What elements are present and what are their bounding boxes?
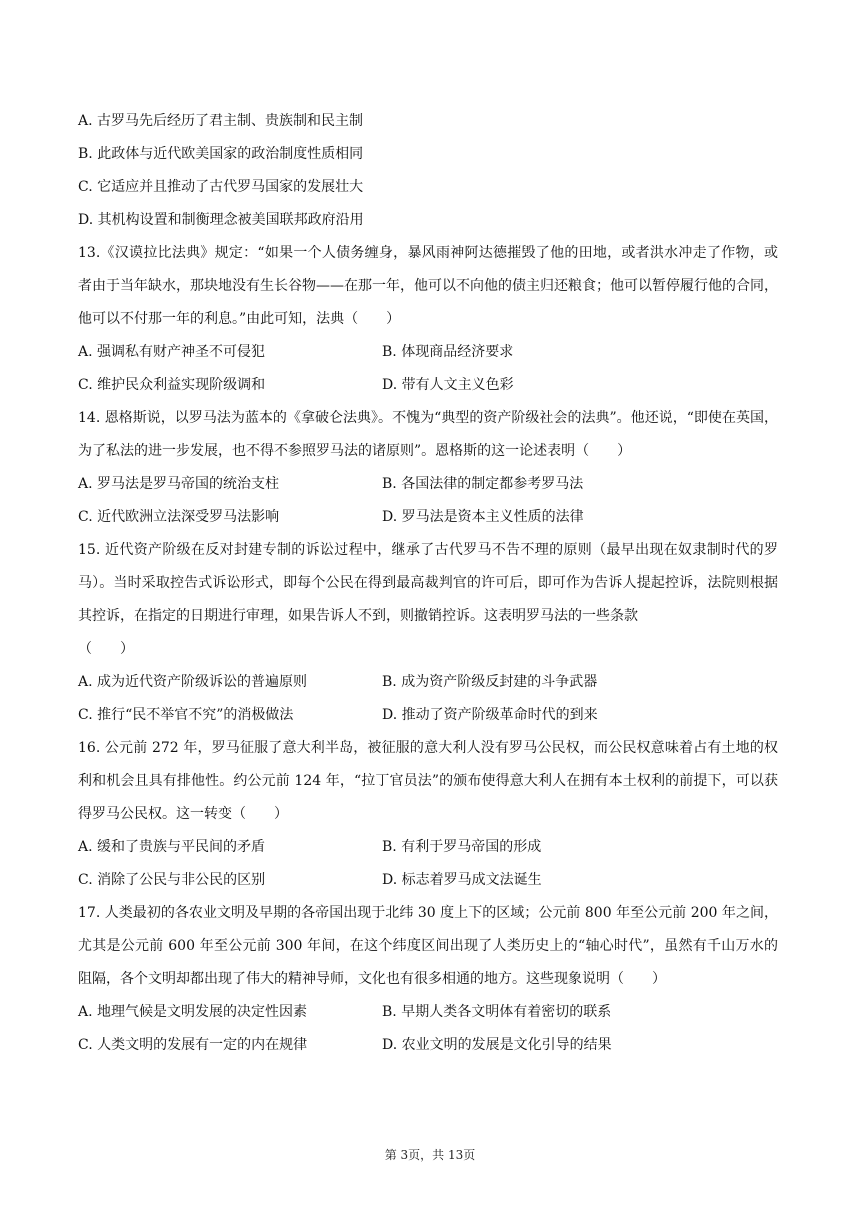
q12-option-d: D. 其机构设置和制衡理念被美国联邦政府沿用 (78, 212, 364, 228)
q15-option-a: A. 成为近代资产阶级诉讼的普遍原则 (78, 674, 308, 690)
q16-options-row-1 (78, 831, 778, 864)
q14-options-row-1 (78, 468, 778, 501)
q13-options-row-2 (78, 369, 778, 402)
q14-stem: 14. 恩格斯说，以罗马法为蓝本的《拿破仑法典》。不愧为“典型的资产阶级社会的法典”。他还说，“即使在英国，为了私法的进一步发展，也不得不参照罗马法的诸原则”。恩格斯的这一论述表明（ ） (78, 410, 778, 459)
q13-options-row-1 (78, 336, 778, 369)
q13-option-c: C. 维护民众利益实现阶级调和 (78, 377, 266, 393)
q13-option-d: D. 带有人文主义色彩 (382, 377, 514, 393)
q14-options-row-2 (78, 501, 778, 534)
q17-stem: 17. 人类最初的各农业文明及早期的各帝国出现于北纬 30 度上下的区域；公元前 800 年至公元前 200 年之间，尤其是公元前 600 年至公元前 300 年间，在这个纬度区间出现了人类历史上的“轴心时代”，虽然有千山万水的阻隔，各个文明却都出现了伟大的精神导师，文化也有很多相通的地方。这些现象说明（ ） (78, 905, 778, 987)
q15-stem: 15. 近代资产阶级在反对封建专制的诉讼过程中，继承了古代罗马不告不理的原则（最早出现在奴隶制时代的罗马）。当时采取控告式诉讼形式，即每个公民在得到最高裁判官的许可后，即可作为告诉人提起控诉，法院则根据其控诉，在指定的日期进行审理，如果告诉人不到，则撤销控诉。这表明罗马法的一些条款 (78, 542, 778, 624)
q14-option-a: A. 罗马法是罗马帝国的统治支柱 (78, 476, 280, 492)
q12-option-a: A. 古罗马先后经历了君主制、贵族制和民主制 (78, 113, 364, 129)
q15-options-row-1 (78, 666, 778, 699)
q15-options-row-2 (78, 699, 778, 732)
q17-option-d: D. 农业文明的发展是文化引导的结果 (382, 1037, 612, 1053)
q15-option-d: D. 推动了资产阶级革命时代的到来 (382, 707, 598, 723)
q16-option-a: A. 缓和了贵族与平民间的矛盾 (78, 839, 266, 855)
q16-option-b: B. 有利于罗马帝国的形成 (382, 839, 542, 855)
q12-option-b: B. 此政体与近代欧美国家的政治制度性质相同 (78, 146, 364, 162)
q17-options-row-2 (78, 1029, 778, 1062)
q16-stem: 16. 公元前 272 年，罗马征服了意大利半岛，被征服的意大利人没有罗马公民权，而公民权意味着占有土地的权利和机会且具有排他性。约公元前 124 年，“拉丁官员法”的颁布使得意大利人在拥有本土权利的前提下，可以获得罗马公民权。这一转变（ ） (78, 740, 778, 822)
q13-option-b: B. 体现商品经济要求 (382, 344, 514, 360)
document-body (78, 105, 778, 1062)
q12-option-c: C. 它适应并且推动了古代罗马国家的发展壮大 (78, 179, 364, 195)
q15-option-b: B. 成为资产阶级反封建的斗争武器 (382, 674, 598, 690)
q16-option-c: C. 消除了公民与非公民的区别 (78, 872, 266, 888)
q16-options-row-2 (78, 864, 778, 897)
q15-option-c: C. 推行“民不举官不究”的消极做法 (78, 707, 294, 723)
q14-option-c: C. 近代欧洲立法深受罗马法影响 (78, 509, 280, 525)
q17-option-b: B. 早期人类各文明体有着密切的联系 (382, 1004, 612, 1020)
q13-stem: 13.《汉谟拉比法典》规定：“如果一个人债务缠身，暴风雨神阿达德摧毁了他的田地，或者洪水冲走了作物，或者由于当年缺水，那块地没有生长谷物——在那一年，他可以不向他的债主归还粮食；他可以暂停履行他的合同，他可以不付那一年的利息。”由此可知，法典（ ） (78, 245, 778, 327)
q17-option-c: C. 人类文明的发展有一定的内在规律 (78, 1037, 308, 1053)
q13-option-a: A. 强调私有财产神圣不可侵犯 (78, 344, 266, 360)
q14-option-b: B. 各国法律的制定都参考罗马法 (382, 476, 584, 492)
q16-option-d: D. 标志着罗马成文法诞生 (382, 872, 542, 888)
q17-options-row-1 (78, 996, 778, 1029)
q14-option-d: D. 罗马法是资本主义性质的法律 (382, 509, 584, 525)
q17-option-a: A. 地理气候是文明发展的决定性因素 (78, 1004, 308, 1020)
page-footer: 第 3页，共 13页 (384, 1148, 476, 1162)
q15-answer-bracket: （ ） (78, 641, 134, 657)
